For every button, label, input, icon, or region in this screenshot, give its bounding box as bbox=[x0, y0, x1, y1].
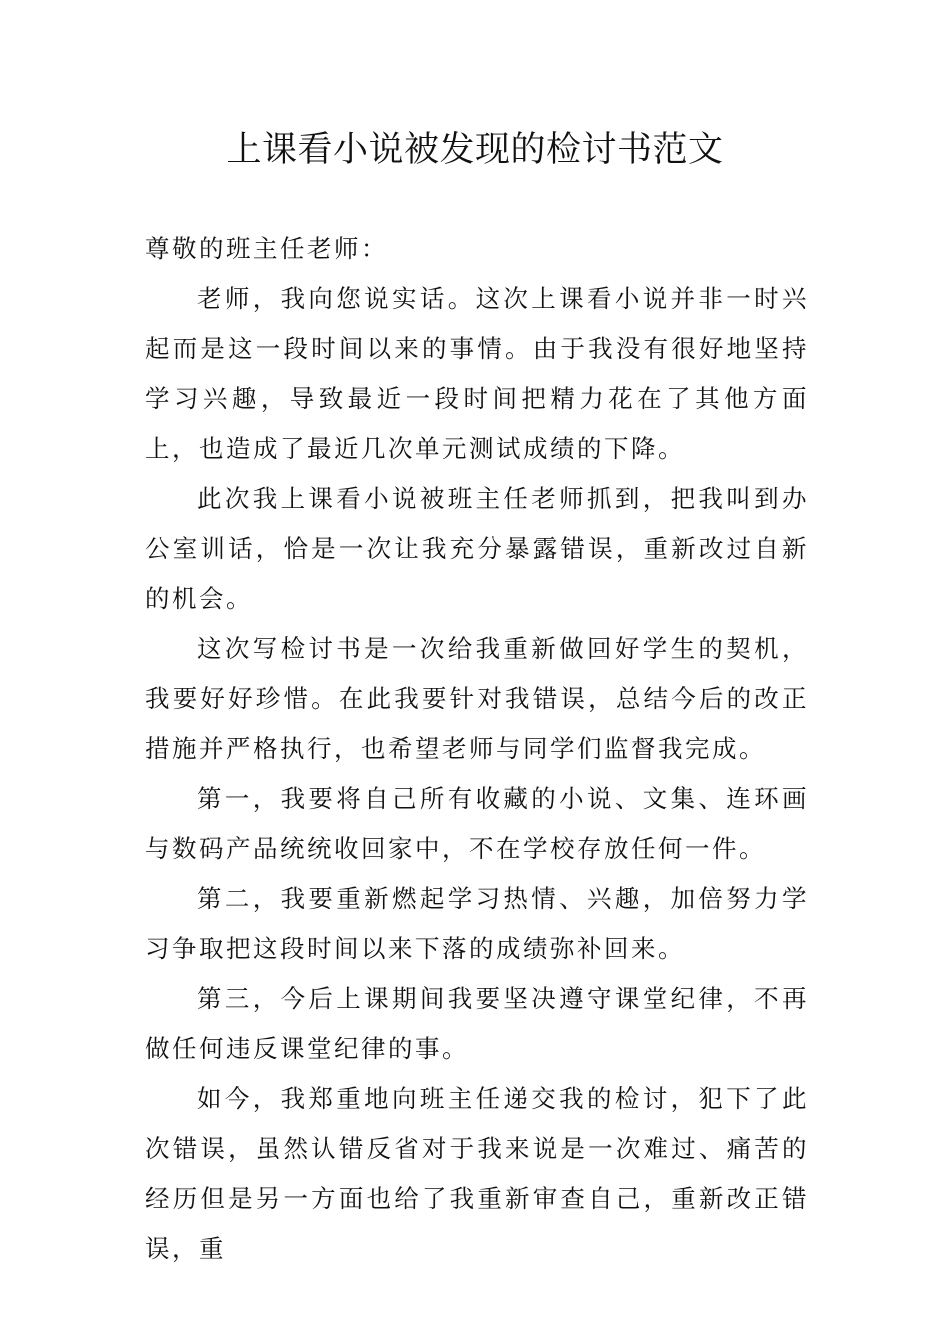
paragraph-7: 如今，我郑重地向班主任递交我的检讨，犯下了此次错误，虽然认错反省对于我来说是一次难过、痛苦的经历但是另一方面也给了我重新审查自己，重新改正错误，重 bbox=[145, 1084, 809, 1263]
paragraph-1: 老师，我向您说实话。这次上课看小说并非一时兴起而是这一段时间以来的事情。由于我没有很好地坚持学习兴趣，导致最近一段时间把精力花在了其他方面上，也造成了最近几次单元测试成绩的下降。 bbox=[145, 284, 809, 463]
paragraph-5: 第二，我要重新燃起学习热情、兴趣，加倍努力学习争取把这段时间以来下落的成绩弥补回来。 bbox=[145, 884, 809, 963]
page-title: 上课看小说被发现的检讨书范文 bbox=[226, 130, 724, 170]
paragraph-2: 此次我上课看小说被班主任老师抓到，把我叫到办公室训话，恰是一次让我充分暴露错误，重新改过自新的机会。 bbox=[145, 484, 809, 613]
salutation: 尊敬的班主任老师： bbox=[145, 234, 388, 263]
paragraph-3: 这次写检讨书是一次给我重新做回好学生的契机，我要好好珍惜。在此我要针对我错误，总结今后的改正措施并严格执行，也希望老师与同学们监督我完成。 bbox=[145, 634, 809, 763]
paragraph-6: 第三，今后上课期间我要坚决遵守课堂纪律，不再做任何违反课堂纪律的事。 bbox=[145, 984, 809, 1063]
document-body bbox=[145, 224, 809, 1274]
paragraph-4: 第一，我要将自己所有收藏的小说、文集、连环画与数码产品统统收回家中，不在学校存放任何一件。 bbox=[145, 784, 809, 863]
